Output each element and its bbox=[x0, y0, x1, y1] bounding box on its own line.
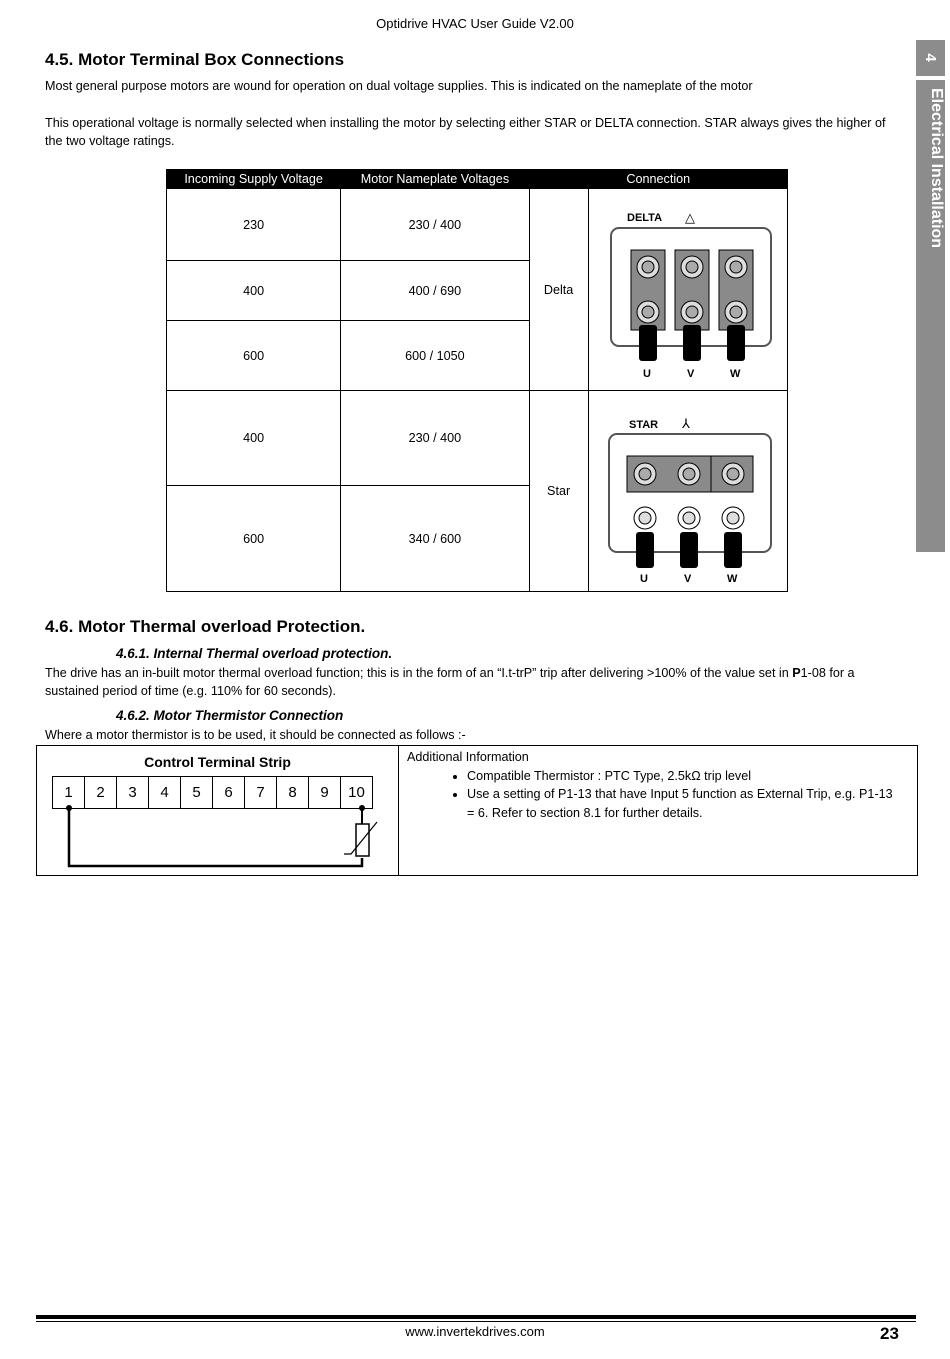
cell-nameplate: 600 / 1050 bbox=[341, 321, 529, 391]
page-number: 23 bbox=[880, 1324, 899, 1343]
section-4-6-1-heading: 4.6.1. Internal Thermal overload protection. bbox=[116, 646, 393, 661]
info-bullet: • Compatible Thermistor : PTC Type, 2.5kΩ trip level bbox=[467, 767, 897, 786]
section-4-6-1-paragraph: The drive has an in-built motor thermal overload function; this is in the form of an “I.t-trP” trip after delivering >100% of the value set in P1-08 for a sustained period of time (e.g. 110% for 60 seconds). bbox=[45, 666, 855, 698]
cell-supply: 600 bbox=[167, 486, 341, 592]
star-terminal-group bbox=[627, 456, 753, 568]
delta-diagram-cell bbox=[588, 189, 787, 391]
chapter-tab bbox=[916, 80, 945, 552]
col-header-supply: Incoming Supply Voltage bbox=[167, 170, 341, 189]
col-header-connection: Connection bbox=[529, 170, 787, 189]
cell-supply: 600 bbox=[167, 321, 341, 391]
section-4-5-paragraph-1: Most general purpose motors are wound for operation on dual voltage supplies. This is indicated on the nameplate of the motor bbox=[45, 79, 753, 93]
star-terminal-u: U bbox=[639, 573, 648, 585]
cell-star: Star bbox=[529, 391, 588, 592]
terminal-8: 8 bbox=[276, 776, 309, 809]
star-symbol: ⅄ bbox=[681, 416, 690, 431]
info-title: Additional Information bbox=[407, 750, 529, 764]
info-bullet: • Use a setting of P1-13 that have Input 5 function as External Trip, e.g. P1-13 = 6. Refer to section 8.1 for further details. bbox=[467, 785, 897, 822]
cell-nameplate: 340 / 600 bbox=[341, 486, 529, 592]
cell-nameplate: 230 / 400 bbox=[341, 391, 529, 486]
delta-terminal-group bbox=[631, 250, 753, 361]
delta-symbol: △ bbox=[684, 209, 695, 225]
terminal-7: 7 bbox=[244, 776, 277, 809]
col-header-nameplate: Motor Nameplate Voltages bbox=[341, 170, 529, 189]
chapter-tab-title: Electrical Installation bbox=[928, 88, 945, 249]
chapter-tab-number: 4 bbox=[916, 40, 945, 76]
delta-terminal-u: U bbox=[642, 367, 651, 380]
additional-information bbox=[407, 748, 897, 822]
footer-url: www.invertekdrives.com bbox=[405, 1324, 545, 1339]
cell-supply: 400 bbox=[167, 261, 341, 321]
running-header: Optidrive HVAC User Guide V2.00 bbox=[376, 16, 574, 31]
terminal-strip-diagram bbox=[37, 746, 399, 875]
delta-terminal-w: W bbox=[729, 367, 741, 380]
terminal-5: 5 bbox=[180, 776, 213, 809]
thermistor-wiring bbox=[37, 746, 398, 875]
footer-rule-thin bbox=[36, 1321, 916, 1322]
section-4-6-heading: 4.6. Motor Thermal overload Protection. bbox=[45, 617, 366, 636]
cell-supply: 400 bbox=[167, 391, 341, 486]
section-4-5-heading: 4.5. Motor Terminal Box Connections bbox=[45, 50, 345, 69]
footer-rule bbox=[36, 1315, 916, 1319]
section-4-6-2-paragraph: Where a motor thermistor is to be used, it should be connected as follows :- bbox=[45, 728, 466, 742]
terminal-10: 10 bbox=[340, 776, 373, 809]
delta-connection-diagram bbox=[593, 195, 783, 385]
section-4-5-paragraph-2: This operational voltage is normally selected when installing the motor by selecting either STAR or DELTA connection. STAR always gives the higher of the two voltage ratings. bbox=[45, 116, 886, 148]
cell-nameplate: 400 / 690 bbox=[341, 261, 529, 321]
cell-supply: 230 bbox=[167, 189, 341, 261]
info-list bbox=[407, 767, 897, 823]
terminal-6: 6 bbox=[212, 776, 245, 809]
thermistor-connection-box bbox=[36, 745, 918, 876]
star-connection-diagram bbox=[593, 396, 783, 586]
star-terminal-v: V bbox=[683, 573, 692, 585]
terminal-strip-title: Control Terminal Strip bbox=[144, 754, 291, 770]
delta-label: DELTA bbox=[626, 211, 662, 224]
section-4-6-2-heading: 4.6.2. Motor Thermistor Connection bbox=[116, 708, 344, 723]
delta-terminal-v: V bbox=[686, 367, 695, 380]
connection-table bbox=[166, 169, 788, 592]
star-diagram-cell bbox=[588, 391, 787, 592]
star-terminal-w: W bbox=[726, 573, 738, 585]
cell-nameplate: 230 / 400 bbox=[341, 189, 529, 261]
terminal-9: 9 bbox=[308, 776, 341, 809]
terminal-4: 4 bbox=[148, 776, 181, 809]
terminal-1: 1 bbox=[52, 776, 85, 809]
star-label: STAR bbox=[628, 419, 658, 431]
cell-delta: Delta bbox=[529, 189, 588, 391]
terminal-3: 3 bbox=[116, 776, 149, 809]
terminal-2: 2 bbox=[84, 776, 117, 809]
